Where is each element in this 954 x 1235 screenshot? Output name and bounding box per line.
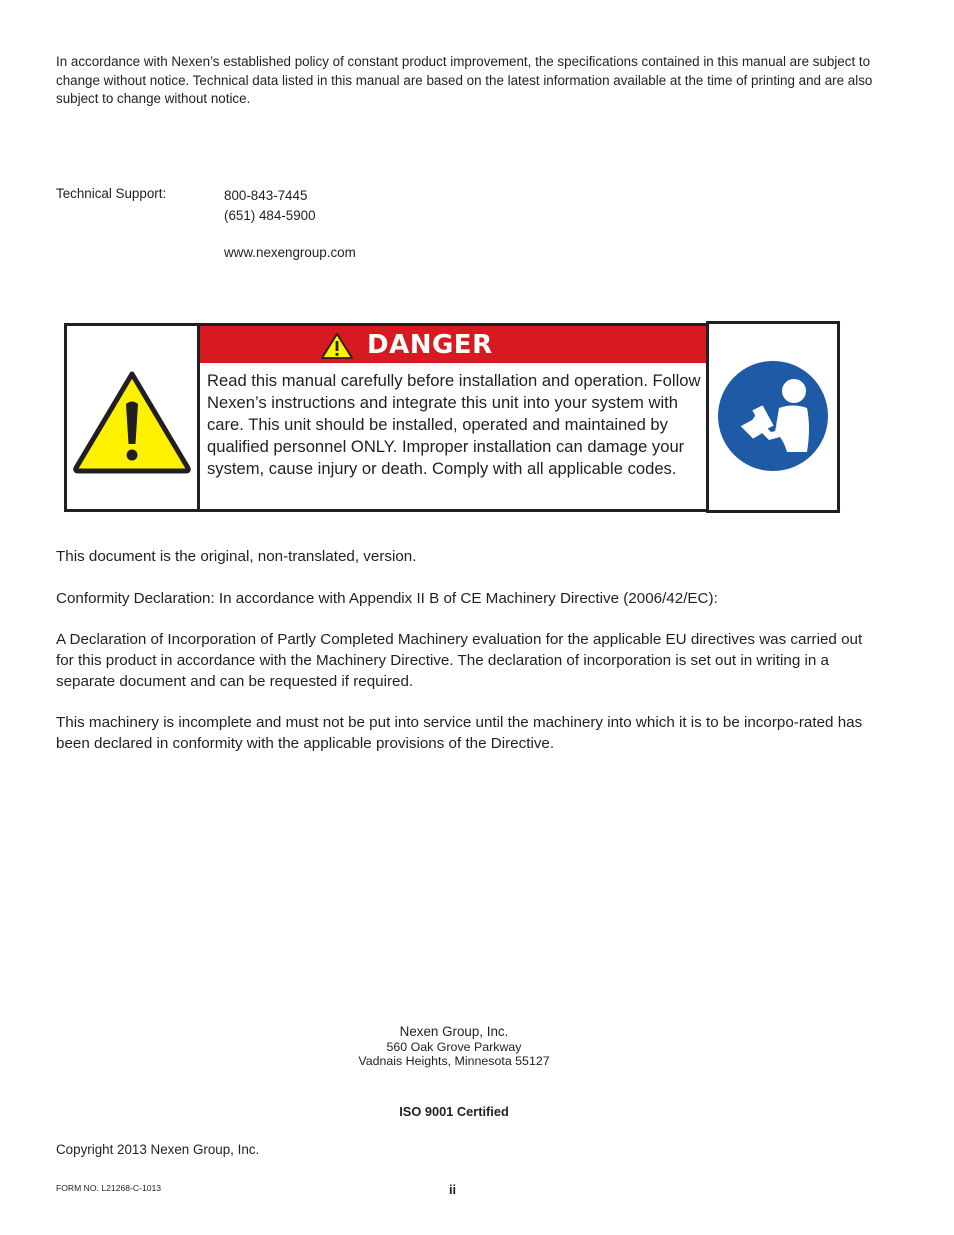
support-phone-1: 800-843-7445	[224, 188, 308, 203]
warning-triangle-icon	[71, 368, 193, 476]
warning-small-icon	[320, 332, 354, 360]
support-phone-2: (651) 484-5900	[224, 207, 316, 223]
technical-support-contacts	[224, 186, 356, 263]
danger-notice	[64, 321, 840, 513]
danger-header	[200, 326, 706, 363]
intro-paragraph: In accordance with Nexen’s established policy of constant product improvement, the specifications contained in this manual are subject to change without notice. Technical data listed in this manual are based on the latest information available at the time of printing and are also subject to change without notice.	[56, 54, 873, 106]
company-street: 560 Oak Grove Parkway	[386, 1040, 522, 1054]
copyright: Copyright 2013 Nexen Group, Inc.	[56, 1142, 260, 1157]
declaration-paragraph: A Declaration of Incorporation of Partly Completed Machinery evaluation for the applicable EU directives was carried out for this product in accordance with the Machinery Directive. The declaration of incorporation is set out in writing in a separate document and can be requested if required.	[56, 631, 863, 690]
danger-message-panel	[197, 323, 709, 512]
form-number: FORM NO. L21268-C-1013	[56, 1183, 162, 1193]
danger-mandatory-panel	[706, 321, 840, 513]
danger-warning-panel	[64, 323, 199, 512]
danger-text: Read this manual carefully before installation and operation. Follow Nexen’s instructions and integrate this unit into your system with care. This unit should be installed, operated and maintained by qualified personnel ONLY. Improper installation can damage your system, cause injury or death. Comply with all applicable codes.	[207, 371, 701, 478]
iso-certification: ISO 9001 Certified	[399, 1104, 509, 1119]
incomplete-machinery-paragraph: This machinery is incomplete and must not be put into service until the machinery into which it is to be incorpo-rated has been declared in conformity with the applicable provisions of the Directive.	[56, 714, 863, 752]
page-number: ii	[449, 1182, 457, 1197]
danger-title: DANGER	[367, 330, 493, 360]
technical-support-label: Technical Support:	[56, 186, 167, 201]
company-name: Nexen Group, Inc.	[399, 1024, 509, 1039]
original-version-note: This document is the original, non-translated, version.	[56, 548, 417, 565]
conformity-declaration: Conformity Declaration: In accordance with Appendix II B of CE Machinery Directive (2006/42/EC):	[56, 590, 718, 607]
company-city: Vadnais Heights, Minnesota 55127	[358, 1054, 550, 1068]
company-address	[254, 1024, 654, 1068]
read-manual-icon	[717, 360, 829, 472]
support-website: www.nexengroup.com	[224, 245, 356, 260]
